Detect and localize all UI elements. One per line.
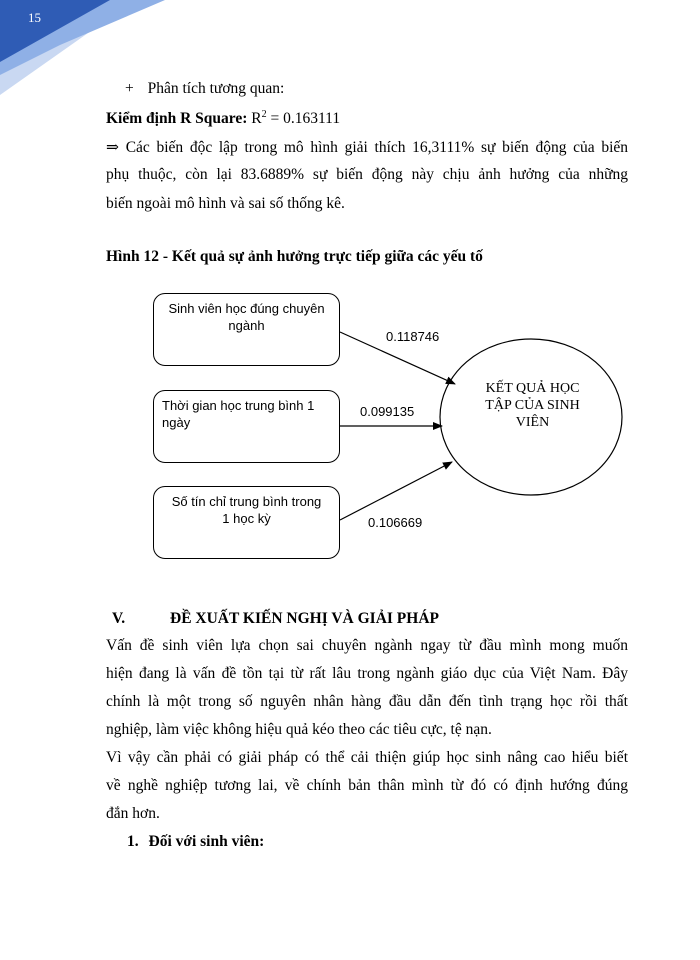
target-outcome-l1: KẾT QUẢ HỌC xyxy=(485,381,580,396)
subsection-title: Đối với sinh viên: xyxy=(148,833,265,850)
section-p2-line-2: về nghề nghiệp tương lai, về chính bản thân mình từ đó có định hướng đúng xyxy=(106,777,628,794)
section-number: V. xyxy=(112,610,126,627)
factor-box-study-time xyxy=(153,390,340,463)
correlation-heading: Phân tích tương quan: xyxy=(147,80,285,97)
section-p1-line-4: nghiệp, làm việc không hiệu quả kéo theo các tiêu cực, tệ nạn. xyxy=(106,721,492,738)
factor-box-major xyxy=(153,293,340,366)
section-title: ĐỀ XUẤT KIẾN NGHỊ VÀ GIẢI PHÁP xyxy=(170,610,439,627)
implies-arrow: ⇒ xyxy=(106,139,119,156)
target-outcome-label xyxy=(450,380,615,431)
section-p2-line-3: đắn hơn. xyxy=(106,805,160,822)
subsection-number: 1. xyxy=(127,833,139,850)
rsquare-symbol: R xyxy=(251,110,262,128)
section-p1-line-1: Vấn đề sinh viên lựa chọn sai chuyên ngành ngay từ đầu mình mong muốn xyxy=(106,637,628,654)
coef-label-credits: 0.106669 xyxy=(368,515,423,530)
factor-box-credits xyxy=(153,486,340,559)
rsquare-value: = 0.163111 xyxy=(270,110,341,128)
section-p1-line-3: chính là một trong số nguyên nhân hàng đầu dẫn đến tình trạng học rồi thất xyxy=(106,693,628,710)
factor-box-study-time-l1: Thời gian học trung bình 1 xyxy=(162,398,315,413)
correlation-text-1: Các biến độc lập trong mô hình giải thích 16,3111% sự biến động của biến xyxy=(125,139,629,156)
correlation-line-2: phụ thuộc, còn lại 83.6889% sự biến động này chịu ảnh hưởng của những xyxy=(106,166,628,183)
factor-box-credits-l2: 1 học kỳ xyxy=(222,511,271,526)
coef-label-study-time: 0.099135 xyxy=(360,404,415,419)
subsection-heading xyxy=(127,833,264,851)
factor-box-study-time-l2: ngày xyxy=(162,415,191,430)
figure-caption: Hình 12 - Kết quả sự ảnh hưởng trực tiếp giữa các yếu tố xyxy=(106,248,483,265)
rsquare-exponent: 2 xyxy=(261,109,267,120)
section-p2-line-1: Vì vậy cần phải có giải pháp có thể cải thiện giúp học sinh nâng cao hiểu biết xyxy=(106,749,628,766)
target-outcome-l2: TẬP CỦA SINH xyxy=(485,398,580,413)
target-outcome-l3: VIÊN xyxy=(515,415,550,430)
page-number: 15 xyxy=(28,10,41,25)
factor-box-credits-l1: Số tín chỉ trung bình trong xyxy=(171,494,322,509)
factor-box-major-l2: ngành xyxy=(228,318,265,333)
rsquare-label: Kiểm định R Square: xyxy=(106,110,248,128)
factor-box-major-l1: Sinh viên học đúng chuyên xyxy=(168,301,325,316)
bullet-plus: + xyxy=(125,80,134,97)
arrow-3 xyxy=(340,462,452,520)
section-p1-line-2: hiện đang là vấn đề tồn tại từ rất lâu trong ngành giáo dục của Việt Nam. Đây xyxy=(106,665,628,682)
correlation-line-3: biến ngoài mô hình và sai số thống kê. xyxy=(106,195,345,212)
coef-label-major: 0.118746 xyxy=(386,329,440,344)
